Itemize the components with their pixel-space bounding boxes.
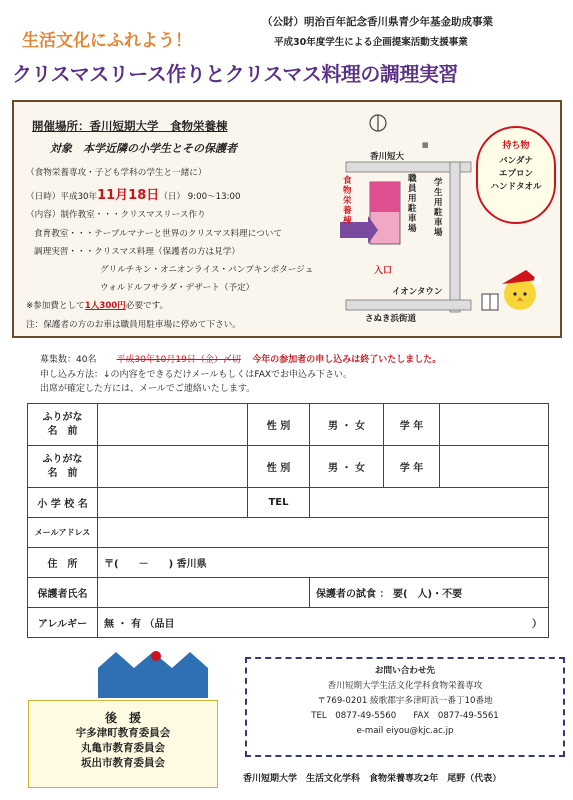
- gender-options-2[interactable]: 男 ・ 女: [310, 446, 384, 488]
- content-line-4: グリルチキン・オニオンライス・パンプキンポタージュ: [100, 265, 314, 275]
- target-audience: 対象 本学近隣の小学生とその保護者: [50, 142, 237, 155]
- footer: 香川短期大学 生活文化学科 食物栄養専攻2年 尾野（代表）: [243, 774, 502, 784]
- date-line: [26, 184, 240, 203]
- school-label: 小 学 校 名: [28, 488, 98, 518]
- map-college: 香川短大: [370, 152, 405, 162]
- contact-phone: TEL 0877-49-5560 FAX 0877-49-5561: [311, 711, 499, 721]
- main-title: クリスマスリース作りとクリスマス料理の調理実習: [12, 62, 458, 86]
- sub-title: 生活文化にふれよう！: [22, 31, 192, 51]
- map-entrance: 入口: [374, 266, 393, 276]
- school-field[interactable]: [98, 488, 248, 518]
- contact-address: 〒769-0201 綾歌郡宇多津町浜一番丁10番地: [317, 696, 493, 706]
- map-aeon: イオンタウン: [392, 287, 443, 297]
- contact-box: [245, 657, 565, 757]
- name-field-2[interactable]: [98, 446, 248, 488]
- grade-field-2[interactable]: [440, 446, 549, 488]
- with-students: （食物栄養専攻・子ども学科の学生と一緒に）: [26, 168, 207, 178]
- contact-email[interactable]: e-mail eiyou@kjc.ac.jp: [356, 726, 454, 736]
- support-org-1: 宇多津町教育委員会: [75, 727, 171, 739]
- guardian-field[interactable]: [98, 578, 310, 608]
- bring-title: 持ち物: [502, 141, 530, 151]
- email-label: メールアドレス: [28, 518, 98, 548]
- address-field[interactable]: 〒( － ) 香川県: [98, 548, 549, 578]
- fee-line: [26, 299, 168, 311]
- fee-prefix: ※参加費として: [26, 301, 85, 311]
- bring-items-bubble: [476, 126, 556, 224]
- map-staff-parking: 職員用駐車場: [408, 174, 417, 234]
- fee-suffix: 必要です。: [125, 301, 169, 311]
- parking-note: 注：保護者の方のお車は職員用駐車場に停めて下さい。: [26, 320, 241, 330]
- table-row: [28, 446, 549, 488]
- table-row: [28, 608, 549, 638]
- furigana-name-label-2: ふりがな 名 前: [28, 446, 98, 488]
- table-row: [28, 518, 549, 548]
- application-ended: 今年の参加者の申し込みは終了いたしました。: [252, 355, 442, 365]
- contact-dept: 香川短期大学生活文化学科食物栄養専攻: [327, 681, 483, 691]
- table-row: [28, 404, 549, 446]
- gender-label-2: 性 別: [248, 446, 310, 488]
- allergy-field[interactable]: [98, 608, 549, 638]
- sponsor-line-2: 平成30年度学生による企画提案活動支援事業: [274, 37, 468, 48]
- date-prefix: （日時）平成30年: [26, 192, 98, 202]
- map-student-parking: 学生用駐車場: [434, 178, 443, 238]
- building-illustration: [98, 648, 208, 698]
- svg-text:▦: ▦: [422, 141, 429, 149]
- guardian-label: 保護者氏名: [28, 578, 98, 608]
- event-date: 11月18日: [97, 188, 160, 203]
- allergy-label: アレルギー: [28, 608, 98, 638]
- tasting-option[interactable]: 保護者の試食 ： 要( 人)・不要: [310, 578, 549, 608]
- content-line-2: 食育教室・・・テーブルマナーと世界のクリスマス料理について: [34, 229, 282, 239]
- name-field-1[interactable]: [98, 404, 248, 446]
- tel-label: TEL: [248, 488, 310, 518]
- bring-items: バンダナ エプロン ハンドタオル: [490, 156, 542, 192]
- map-street: さぬき浜街道: [365, 314, 417, 324]
- capacity-line: [40, 352, 441, 365]
- support-org-2: 丸亀市教育委員会: [81, 742, 165, 754]
- content-line-3: 調理実習・・・クリスマス料理（保護者の方は見学）: [34, 247, 240, 257]
- application-method: 申し込み方法：↓の内容をできるだけメールもしくはFAXでお申込み下さい。: [40, 370, 353, 380]
- support-org-3: 坂出市教育委員会: [81, 757, 165, 769]
- table-row: [28, 548, 549, 578]
- application-form: [27, 403, 549, 638]
- fee-value: 1人300円: [84, 301, 126, 311]
- address-label: 住 所: [28, 548, 98, 578]
- content-line-5: ウォルドルフサラダ・デザート（予定）: [100, 283, 255, 293]
- confirmation-note: 出席が確定した方には、メールでご連絡いたします。: [40, 384, 256, 394]
- map-food-building: 食物栄養棟: [343, 176, 352, 226]
- furigana-name-label-1: ふりがな 名 前: [28, 404, 98, 446]
- deadline: 平成30年10月19日（金）〆切: [116, 355, 241, 365]
- content-line-1: （内容）制作教室・・・クリスマスリース作り: [26, 210, 206, 220]
- allergy-close: ）: [532, 619, 542, 630]
- table-row: [28, 488, 549, 518]
- sponsor-line-1: （公財）明治百年記念香川県青少年基金助成事業: [262, 16, 493, 28]
- table-row: [28, 578, 549, 608]
- capacity: 募集数：40名: [40, 355, 97, 365]
- gender-options-1[interactable]: 男 ・ 女: [310, 404, 384, 446]
- grade-label-2: 学 年: [384, 446, 440, 488]
- tel-field[interactable]: [310, 488, 549, 518]
- support-title: 後 援: [104, 711, 141, 725]
- allergy-value: 無 ・ 有 （品目: [104, 619, 175, 630]
- grade-field-1[interactable]: [440, 404, 549, 446]
- grade-label-1: 学 年: [384, 404, 440, 446]
- date-suffix: （日） 9:00～13:00: [159, 192, 241, 202]
- chick-illustration: [478, 250, 550, 320]
- contact-title: お問い合わせ先: [374, 666, 436, 676]
- santa-icon: [151, 651, 161, 661]
- gender-label-1: 性 別: [248, 404, 310, 446]
- support-box: [28, 700, 218, 788]
- email-field[interactable]: [98, 518, 549, 548]
- venue: 開催場所：香川短期大学 食物栄養棟: [32, 119, 228, 133]
